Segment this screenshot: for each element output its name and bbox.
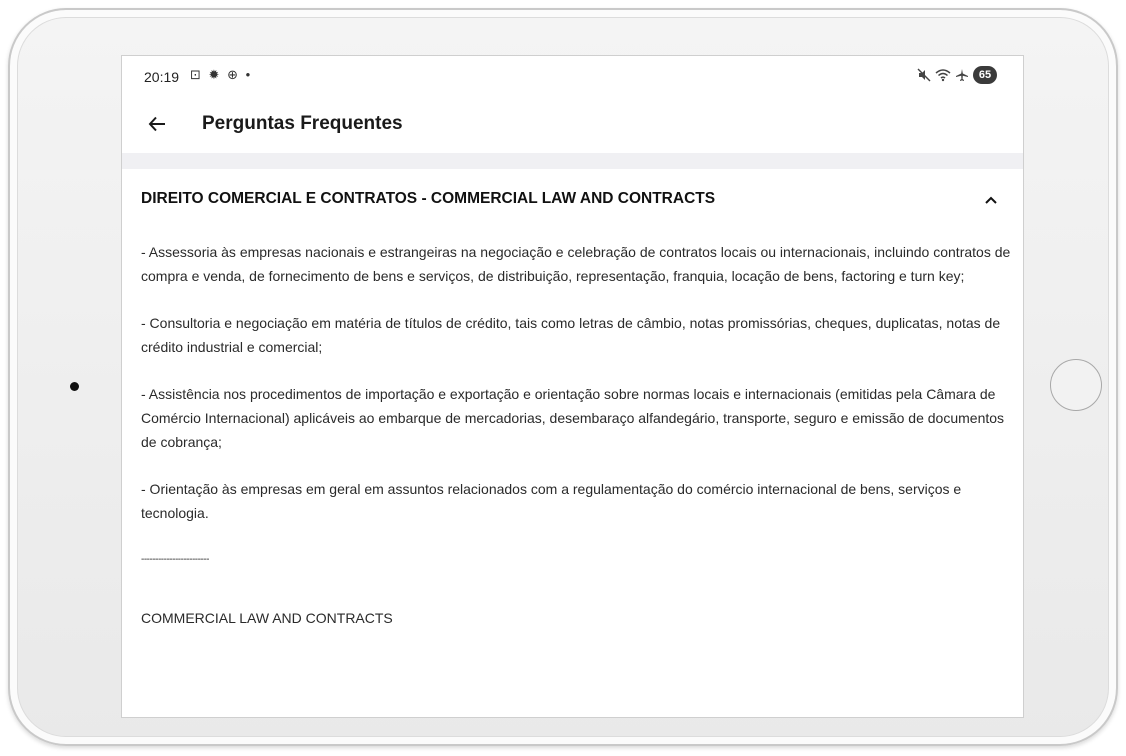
arrow-left-icon — [147, 114, 167, 134]
status-time: 20:19 — [144, 69, 180, 85]
english-heading: COMMERCIAL LAW AND CONTRACTS — [141, 610, 393, 626]
dot-icon: • — [245, 67, 253, 82]
status-bar — [122, 56, 1023, 96]
bug-icon: ✹ — [208, 67, 222, 82]
wifi-icon — [935, 68, 951, 82]
status-notification-icons — [190, 67, 252, 83]
chevron-up-icon[interactable] — [981, 190, 1001, 210]
status-system-icons — [917, 66, 997, 84]
app-bar — [122, 101, 1023, 151]
faq-section-header[interactable] — [122, 184, 1023, 220]
camera-icon — [70, 382, 79, 391]
faq-answer-content — [141, 240, 1011, 653]
answer-paragraph: - Orientação às empresas em geral em assuntos relacionados com a regulamentação do comércio internacional de bens, serviços e tecnologia. — [141, 481, 962, 521]
answer-paragraph: - Assistência nos procedimentos de importação e exportação e orientação sobre normas locais e internacionais (emitidas pela Câmara de Comércio Internacional) aplicáveis ao embarque de mercadorias, desembaraço alfandegário, transporte, seguro e emissão de documentos de cobrança; — [141, 386, 1005, 450]
mute-icon — [917, 68, 931, 82]
tablet-frame — [8, 8, 1118, 746]
answer-paragraph: - Consultoria e negociação em matéria de títulos de crédito, tais como letras de câmbio, notas promissórias, cheques, duplicatas, notas de crédito industrial e comercial; — [141, 315, 1001, 355]
screenshot-icon: ⊡ — [190, 67, 203, 82]
answer-paragraph: - Assessoria às empresas nacionais e estrangeiras na negociação e celebração de contratos locais ou internacionais, incluindo contratos de compra e venda, de fornecimento de bens e serviços, de distribuição, representação, franquia, locação de bens, factoring e turn key; — [141, 244, 1011, 284]
back-button[interactable] — [140, 107, 174, 141]
app-screen — [121, 55, 1024, 718]
globe-icon: ⊕ — [227, 67, 240, 82]
airplane-icon — [955, 68, 969, 82]
section-divider — [122, 153, 1023, 169]
faq-section-title: DIREITO COMERCIAL E CONTRATOS - COMMERCIAL LAW AND CONTRACTS — [141, 190, 716, 207]
text-separator: ------------------------ — [141, 554, 209, 565]
battery-indicator: 65 — [973, 66, 997, 84]
page-title: Perguntas Frequentes — [202, 113, 403, 134]
home-button[interactable] — [1050, 359, 1102, 411]
